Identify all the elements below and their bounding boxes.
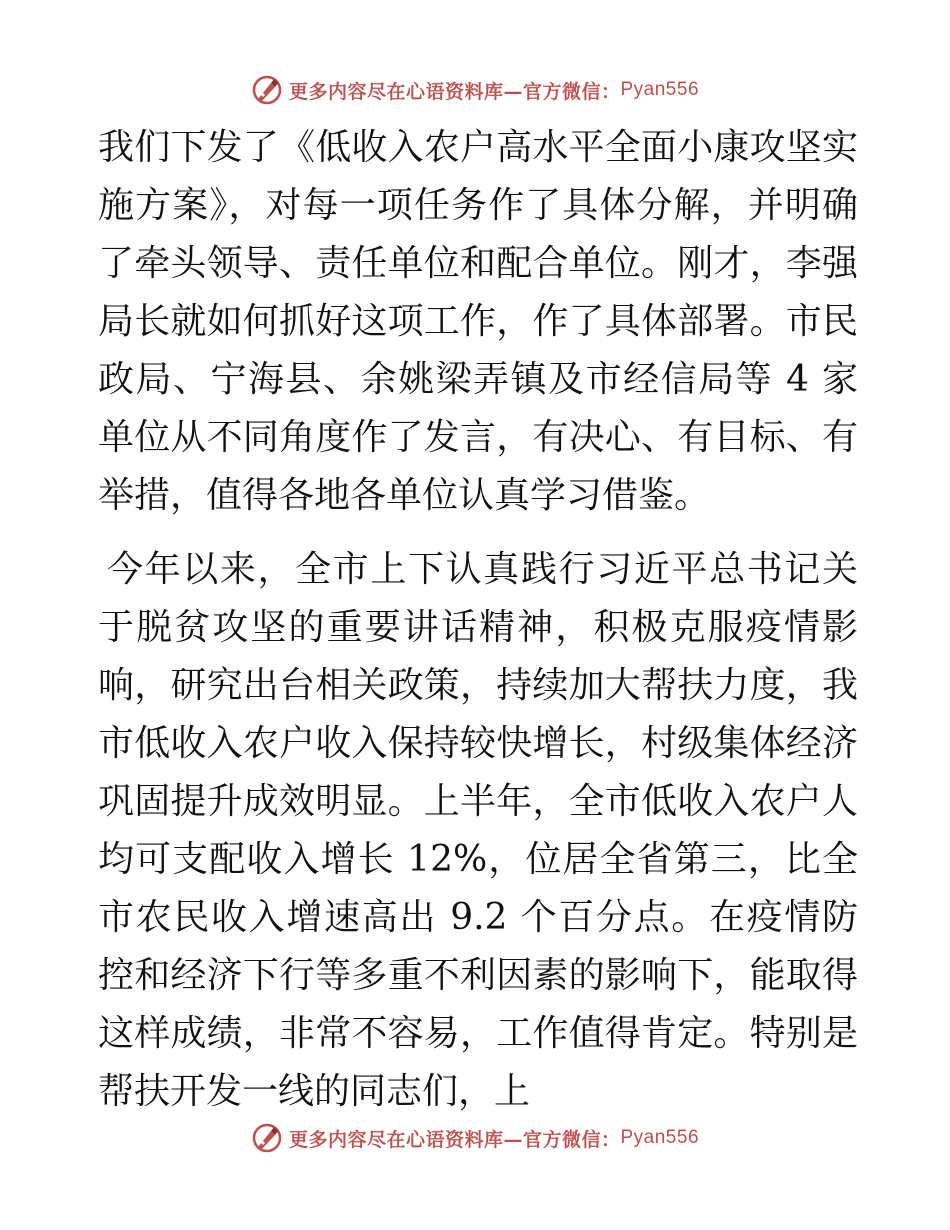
watermark-wechat-id: Pyan556 — [620, 1127, 700, 1148]
paragraph-1: 我们下发了《低收入农户高水平全面小康攻坚实施方案》，对每一项任务作了具体分解，并明确了牵头领导、责任单位和配合单位。刚才，李强局长就如何抓好这项工作，作了具体部署。市民政局、宁海县、余姚梁弄镇及市经信局等 4 家单位从不同角度作了发言，有决心、有目标、有举措，值得各地各单位认真学习借鉴。 — [98, 127, 858, 516]
pen-nib-seal-icon — [251, 74, 283, 106]
watermark-text: 更多内容尽在心语资料库—官方微信： — [288, 1128, 621, 1151]
footer-watermark — [0, 1118, 950, 1158]
document-body — [98, 119, 858, 1121]
pen-nib-seal-icon — [251, 1122, 283, 1154]
header-watermark — [0, 70, 950, 110]
watermark-wechat-id: Pyan556 — [620, 79, 700, 100]
paragraph-2: 今年以来，全市上下认真践行习近平总书记关于脱贫攻坚的重要讲话精神，积极克服疫情影响，研究出台相关政策，持续加大帮扶力度，我市低收入农户收入保持较快增长，村级集体经济巩固提升成效明显。上半年，全市低收入农户人均可支配收入增长 12%，位居全省第三，比全市农民收入增速高出 9.2 个百分点。在疫情防控和经济下行等多重不利因素的影响下，能取得这样成绩，非常不容易，工作值得肯定。特别是帮扶开发一线的同志们，上 — [98, 549, 858, 1112]
watermark-text: 更多内容尽在心语资料库—官方微信： — [288, 80, 621, 103]
